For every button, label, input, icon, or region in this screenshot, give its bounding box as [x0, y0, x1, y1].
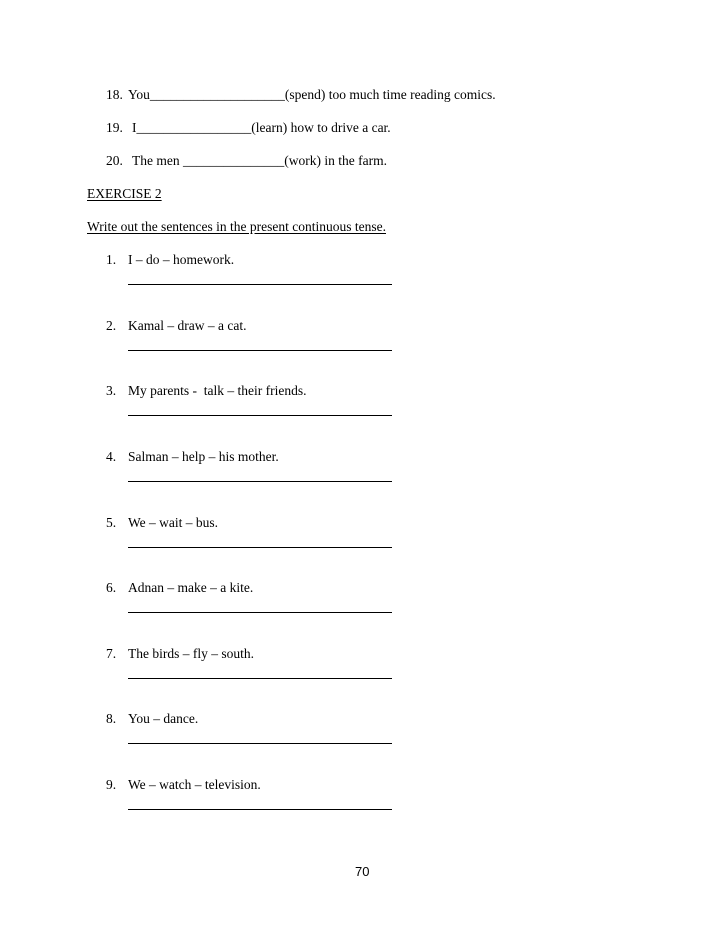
answer-line[interactable] — [128, 612, 392, 613]
answer-line[interactable] — [128, 350, 392, 351]
answer-line[interactable] — [128, 743, 392, 744]
exercise-item-4 — [106, 449, 506, 509]
item-prompt: The birds – fly – south. — [128, 646, 254, 661]
answer-line[interactable] — [128, 284, 392, 285]
answer-line[interactable] — [128, 809, 392, 810]
exercise-title: EXERCISE 2 — [87, 186, 162, 201]
item-prompt: My parents - talk – their friends. — [128, 383, 307, 398]
answer-line[interactable] — [128, 415, 392, 416]
answer-line[interactable] — [128, 678, 392, 679]
item-number: 7. — [106, 646, 117, 661]
exercise-item-5 — [106, 515, 506, 575]
page-number: 70 — [355, 864, 370, 879]
item-number: 19. — [106, 120, 123, 135]
answer-line[interactable] — [128, 547, 392, 548]
answer-line[interactable] — [128, 481, 392, 482]
item-prompt: Adnan – make – a kite. — [128, 580, 254, 595]
item-prompt: Salman – help – his mother. — [128, 449, 279, 464]
exercise-item-3 — [106, 383, 506, 443]
exercise-item-6 — [106, 580, 506, 640]
item-number: 8. — [106, 711, 117, 726]
item-prompt: We – wait – bus. — [128, 515, 219, 530]
exercise-item-9 — [106, 777, 506, 837]
exercise-item-2 — [106, 318, 506, 378]
item-text: You____________________(spend) too much time reading comics. — [128, 87, 496, 102]
item-number: 6. — [106, 580, 117, 595]
item-prompt: We – watch – television. — [128, 777, 261, 792]
item-number: 3. — [106, 383, 117, 398]
item-text: The men _______________(work) in the farm. — [132, 153, 387, 168]
item-text: I_________________(learn) how to drive a car. — [132, 120, 391, 135]
item-number: 2. — [106, 318, 117, 333]
exercise-item-1 — [106, 252, 506, 312]
item-prompt: You – dance. — [128, 711, 199, 726]
item-prompt: I – do – homework. — [128, 252, 235, 267]
exercise-item-7 — [106, 646, 506, 706]
item-number: 5. — [106, 515, 117, 530]
exercise-instruction: Write out the sentences in the present continuous tense. — [87, 219, 386, 234]
item-number: 9. — [106, 777, 117, 792]
item-number: 4. — [106, 449, 117, 464]
exercise-item-8 — [106, 711, 506, 771]
item-number: 20. — [106, 153, 123, 168]
item-prompt: Kamal – draw – a cat. — [128, 318, 247, 333]
item-number: 1. — [106, 252, 117, 267]
item-number: 18. — [106, 87, 123, 102]
